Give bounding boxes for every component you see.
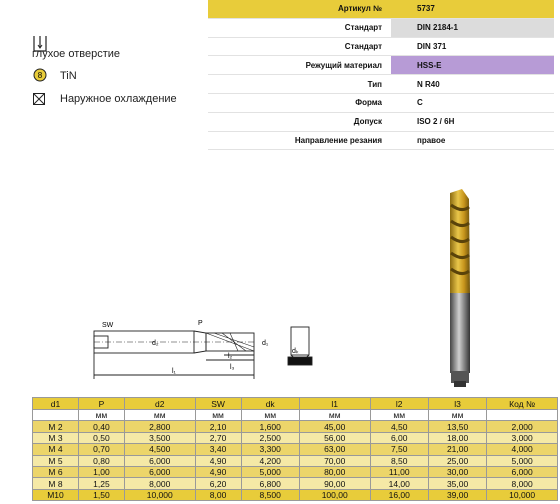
table-cell: 0,40 — [78, 421, 124, 432]
table-row — [33, 444, 558, 455]
table-cell: 8,000 — [487, 478, 558, 489]
column-header: Код № — [487, 398, 558, 410]
spec-table — [208, 0, 554, 150]
table-cell: 8,000 — [124, 478, 195, 489]
column-unit — [33, 410, 79, 421]
table-cell: 7,50 — [370, 444, 428, 455]
table-cell: 45,00 — [299, 421, 370, 432]
table-cell: 2,000 — [487, 421, 558, 432]
spec-row — [208, 56, 554, 75]
tap-photo — [432, 185, 487, 395]
table-cell: M10 — [33, 489, 79, 500]
table-cell: 56,00 — [299, 432, 370, 443]
table-cell: 4,200 — [241, 455, 299, 466]
label-l1: l₁ — [172, 368, 176, 375]
table-row — [33, 478, 558, 489]
table-cell: M 5 — [33, 455, 79, 466]
table-cell: 6,000 — [124, 466, 195, 477]
size-table — [32, 397, 558, 501]
table-cell: 6,000 — [487, 466, 558, 477]
table-cell: 35,00 — [428, 478, 486, 489]
spec-key: Тип — [208, 75, 391, 94]
table-cell: M 2 — [33, 421, 79, 432]
spec-row — [208, 112, 554, 131]
table-cell: 16,00 — [370, 489, 428, 500]
spec-row — [208, 131, 554, 150]
table-cell: 4,000 — [487, 444, 558, 455]
spec-value: N R40 — [391, 75, 554, 94]
column-header: P — [78, 398, 124, 410]
label-d2: d₂ — [152, 340, 159, 347]
column-unit: мм — [428, 410, 486, 421]
spec-key: Режущий материал — [208, 56, 391, 75]
table-cell: 3,300 — [241, 444, 299, 455]
table-cell: 13,50 — [428, 421, 486, 432]
tap-drawing — [86, 305, 326, 400]
column-header: dk — [241, 398, 299, 410]
table-cell: 6,00 — [370, 432, 428, 443]
column-unit: мм — [299, 410, 370, 421]
column-unit: мм — [195, 410, 241, 421]
column-header: SW — [195, 398, 241, 410]
spec-key: Стандарт — [208, 18, 391, 37]
label-dk: dₖ — [292, 348, 299, 355]
table-cell: 10,000 — [487, 489, 558, 500]
column-header: d1 — [33, 398, 79, 410]
label-p: P — [198, 320, 203, 327]
column-header: d2 — [124, 398, 195, 410]
table-cell: 3,500 — [124, 432, 195, 443]
table-cell: M 6 — [33, 466, 79, 477]
table-cell: 6,20 — [195, 478, 241, 489]
table-cell: 14,00 — [370, 478, 428, 489]
table-cell: 0,80 — [78, 455, 124, 466]
table-cell: 4,90 — [195, 466, 241, 477]
spec-value: правое — [391, 131, 554, 150]
spec-row — [208, 93, 554, 112]
column-unit: мм — [124, 410, 195, 421]
table-cell: 1,50 — [78, 489, 124, 500]
spec-key: Артикул № — [208, 0, 391, 18]
table-cell: 5,000 — [487, 455, 558, 466]
table-row — [33, 489, 558, 500]
table-cell: 4,90 — [195, 455, 241, 466]
table-row — [33, 455, 558, 466]
table-cell: 10,000 — [124, 489, 195, 500]
table-cell: M 4 — [33, 444, 79, 455]
spec-value: 5737 — [391, 0, 554, 18]
spec-key: Форма — [208, 93, 391, 112]
table-cell: 39,00 — [428, 489, 486, 500]
column-unit: мм — [370, 410, 428, 421]
cooling-label: Наружное охлаждение — [60, 93, 177, 105]
spec-row — [208, 37, 554, 56]
table-cell: 8,50 — [370, 455, 428, 466]
table-cell: 1,25 — [78, 478, 124, 489]
spec-key: Допуск — [208, 112, 391, 131]
table-cell: 8,00 — [195, 489, 241, 500]
table-row — [33, 466, 558, 477]
table-cell: 30,00 — [428, 466, 486, 477]
column-header: l2 — [370, 398, 428, 410]
column-unit: мм — [241, 410, 299, 421]
table-cell: 1,00 — [78, 466, 124, 477]
spec-key: Направление резания — [208, 131, 391, 150]
table-cell: 5,000 — [241, 466, 299, 477]
table-cell: 25,00 — [428, 455, 486, 466]
table-row — [33, 432, 558, 443]
table-cell: 90,00 — [299, 478, 370, 489]
table-cell: M 3 — [33, 432, 79, 443]
column-unit — [487, 410, 558, 421]
table-cell: 2,500 — [241, 432, 299, 443]
table-cell: 6,800 — [241, 478, 299, 489]
table-row — [33, 421, 558, 432]
tin-coating-icon — [33, 68, 47, 87]
table-cell: 2,10 — [195, 421, 241, 432]
spec-row — [208, 18, 554, 37]
column-unit: мм — [78, 410, 124, 421]
spec-value: DIN 2184-1 — [391, 18, 554, 37]
label-l3: l₃ — [230, 364, 235, 371]
coating-label: TiN — [60, 70, 77, 82]
table-cell: 0,70 — [78, 444, 124, 455]
table-cell: 2,800 — [124, 421, 195, 432]
table-cell: 1,600 — [241, 421, 299, 432]
table-cell: 0,50 — [78, 432, 124, 443]
table-cell: 11,00 — [370, 466, 428, 477]
table-cell: 3,40 — [195, 444, 241, 455]
table-cell: 3,000 — [487, 432, 558, 443]
spec-key: Стандарт — [208, 37, 391, 56]
spec-value: HSS-E — [391, 56, 554, 75]
spec-value: ISO 2 / 6H — [391, 112, 554, 131]
label-l2: l₂ — [228, 353, 233, 360]
blind-hole-label: глухое отверстие — [32, 48, 121, 60]
table-cell: 8,500 — [241, 489, 299, 500]
label-sw: SW — [102, 322, 114, 329]
table-cell: 70,00 — [299, 455, 370, 466]
external-cooling-icon — [33, 92, 45, 110]
table-cell: 63,00 — [299, 444, 370, 455]
spec-value: DIN 371 — [391, 37, 554, 56]
spec-value: C — [391, 93, 554, 112]
table-cell: 100,00 — [299, 489, 370, 500]
label-d1: d₁ — [262, 340, 269, 347]
table-cell: 21,00 — [428, 444, 486, 455]
table-cell: 4,500 — [124, 444, 195, 455]
spec-row — [208, 0, 554, 18]
column-header: l3 — [428, 398, 486, 410]
table-cell: 18,00 — [428, 432, 486, 443]
table-cell: 4,50 — [370, 421, 428, 432]
table-cell: 2,70 — [195, 432, 241, 443]
column-header: l1 — [299, 398, 370, 410]
table-cell: 6,000 — [124, 455, 195, 466]
table-cell: M 8 — [33, 478, 79, 489]
spec-row — [208, 75, 554, 94]
tin-coating-mark: 8 — [37, 71, 43, 80]
table-cell: 80,00 — [299, 466, 370, 477]
